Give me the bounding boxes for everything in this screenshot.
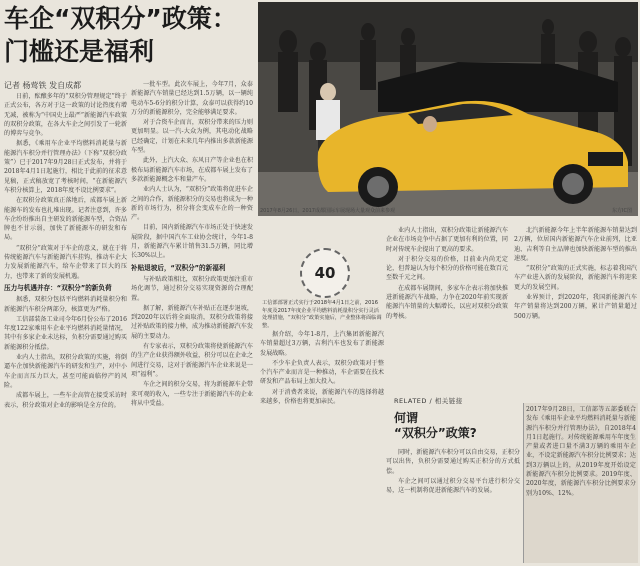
paragraph: 与补贴政策相比，双积分政策更加注重市场化调节，通过积分交易实现资源的合理配置。 [131, 275, 253, 302]
paragraph: 据悉，《乘用车企业平均燃料消耗量与新能源汽车积分并行管理办法》（下称“双积分政策”）已于2017年9月28日正式发布，并将于2018年4月1日起施行，相比于此前的征求意见稿，正式稿放宽了考核时间，“在新能源汽车积分核算上，2018年度不设比例要求”。 [4, 140, 127, 194]
paragraph: 对于积分交易的价格，目前业内尚无定论，但普遍认为每个积分的价格可能在数百元至数千元之间。 [386, 255, 508, 282]
related-title [394, 411, 522, 441]
sidebar-box [523, 403, 638, 563]
paragraph: “双积分”政策对于车企的意义，就在于将传统能源汽车与新能源汽车挂钩，推动车企大力发展新能源汽车，给车企带来了巨大的压力，也带来了新的发展机遇。 [4, 244, 127, 280]
related-title-line2: “双积分”政策? [394, 426, 477, 440]
paragraph: 一批车型。此次车展上，今年7月，众泰新能源汽车销量已经达到1.5万辆，以一辆纯电动车5-6分的积分计算，众泰可以获得约10万分的新能源积分，完全能够满足要求。 [131, 81, 253, 116]
headline-line2: 门槛还是福利 [4, 37, 155, 66]
paragraph: 车企之间可以通过积分交易平台进行积分交易，这一机制将促进新能源汽车的发展。 [386, 477, 520, 495]
paragraph: 日前，酝酿多年的“双积分管理规定”终于正式公布，各方对于这一政策的讨论热度有增无减，被称为“中国史上最严”新能源汽车政策的双积分政策，在各大车企之间引发了一轮新的博弈与竞争。 [4, 93, 127, 138]
paragraph: 此外，上汽大众、东风日产等企业也在积极布局新能源汽车市场，在成都车展上发布了多款新能源概念车和量产车。 [131, 157, 253, 183]
paragraph: 业内人士认为，“双积分”政策将促进车企之间的合作，新能源积分的交易也将成为一种新的市场行为，积分将会变成车企的一种资产。 [131, 186, 253, 222]
paragraph: 对于消费者来说，新能源汽车的选择将越来越多，价格也将更加亲民。 [260, 388, 384, 406]
article-column-1 [4, 92, 127, 564]
article-column-4 [514, 226, 637, 396]
car-show-photo [258, 2, 638, 216]
related-box [394, 396, 522, 441]
paragraph: 据介绍，今年1-8月，上汽集团新能源汽车销量超过3万辆，吉利汽车也发布了新能源发展战略。 [260, 331, 384, 357]
paragraph: 北汽新能源今年上半年新能源车销量达到2万辆，位居国内新能源汽车企业前列，比亚迪、吉利等自主品牌也加快新能源车型的推出速度。 [514, 227, 637, 262]
paragraph: 目前，国内新能源汽车市场正处于快速发展阶段，据中国汽车工业协会统计，今年1-8月，新能源汽车累计销售31.5万辆，同比增长30%以上。 [131, 224, 253, 260]
paragraph: 业内人士指出，双积分政策让新能源汽车企业在市场竞争中占据了更加有利的位置，同时对传统车企提出了更高的要求。 [386, 227, 508, 253]
headline-line1: 车企“双积分”政策： [4, 4, 237, 33]
paragraph: 在双积分政策真正落地后，成都车展上新能源车的发布也扎堆出现。记者注意到，许多车企纷纷推出自主研发的新能源车型，合资品牌也不甘示弱，加快了新能源车的研发和布局。 [4, 197, 127, 242]
headline [4, 2, 256, 68]
paragraph: “双积分”政策的正式实施，标志着我国汽车产业进入新的发展阶段，新能源汽车将迎来更大的发展空间。 [514, 265, 637, 291]
related-title-line1: 何谓 [394, 411, 419, 425]
related-label: RELATED / 相关链接 [394, 397, 463, 405]
paragraph: 在成都车展期间，多家车企表示将加快推进新能源汽车战略，力争在2020年前实现新能源汽车销量的大幅增长，以应对双积分政策的考核。 [386, 284, 508, 320]
paragraph: 车企之间的积分交易，将为新能源车企带来可观的收入，一些专注于新能源汽车的企业将从中受益。 [131, 381, 253, 407]
sidebar-text: 2017年9月28日，工信部等五部委联合发布《乘用车企业平均燃料消耗量与新能源汽车积分并行管理办法》，自2018年4月1日起施行。对传统能源乘用车年度生产量或者进口量不满3万辆的乘用车企业，不设定新能源汽车积分比例要求；达到3万辆以上的，从2019年度开始设定新能源汽车积分比例要求。2019年度、2020年度，新能源汽车积分比例要求分别为10%、12%。 [526, 406, 636, 497]
paragraph: 成都车展上，一些车企高管在接受采访时表示，积分政策对企业的影响是全方位的。 [4, 392, 127, 409]
photo-credit: 东方IC图 [612, 208, 632, 214]
paragraph: 同时，新能源汽车积分可以自由交易，正积分可以出售，负积分需要通过购买正积分的方式抵偿。 [386, 449, 520, 475]
article-column-5 [260, 330, 384, 564]
paragraph: 对于合资车企而言，双积分带来的压力则更加明显。以一汽-大众为例，其电动化战略已经确定，计划在未来几年内推出多款新能源车型。 [131, 119, 253, 155]
photo-illustration [258, 2, 638, 216]
photo-caption: 2017年8月26日，2017成都国际车展现场大量观众前来参观 [260, 208, 395, 214]
article-column-3 [386, 226, 508, 388]
article-column-2 [131, 80, 253, 564]
paragraph: 有专家表示，双积分政策将使新能源汽车的生产企业获得额外收益，积分可以在企业之间进行交易，这对于新能源汽车企业来说是一项“福利”。 [131, 343, 253, 378]
subheading: 压力与机遇并存：“双积分”的新负荷 [4, 283, 112, 292]
subheading: 补贴退坡后，“双积分”的新福利 [131, 263, 226, 272]
article-column-6 [386, 448, 520, 564]
badge-caption: 工信部部署正式实行于2018年4月1日之前，2016年度及2017年度企业平均燃料消耗量积分实行灵活处理措施，“双积分”政策实施后，产业整体将面临调整。 [262, 300, 382, 329]
byline: 记者 杨莺铁 发自成都 [4, 81, 82, 90]
paragraph: 据了解，新能源汽车补贴正在逐步退坡，到2020年以后将全面取消，双积分政策将接过补贴政策的接力棒，成为推动新能源汽车发展的主要动力。 [131, 304, 253, 340]
paragraph: 业界预计，到2020年，我国新能源汽车年产销量将达到200万辆，累计产销量超过500万辆。 [514, 294, 637, 320]
paragraph: 业内人士指出，双积分政策的实施，将倒逼车企加快新能源汽车的研发和生产，对中小车企而言压力巨大，甚至可能面临停产的风险。 [4, 354, 127, 389]
paragraph: 据悉，双积分包括平均燃料消耗量积分和新能源汽车积分两部分，核算更为严格。 [4, 296, 127, 313]
paragraph: 工信部装备工业司今年6月份公布了2016年度122家乘用车企业平均燃料消耗量情况，其中有多家企业未达标，负积分需要通过购买新能源积分抵偿。 [4, 315, 127, 351]
number-badge: 40 [300, 248, 350, 298]
paragraph: 不少车企负责人表示，双积分政策对于整个汽车产业而言是一种推动，车企需要在技术研发和产品布局上加大投入。 [260, 359, 384, 386]
